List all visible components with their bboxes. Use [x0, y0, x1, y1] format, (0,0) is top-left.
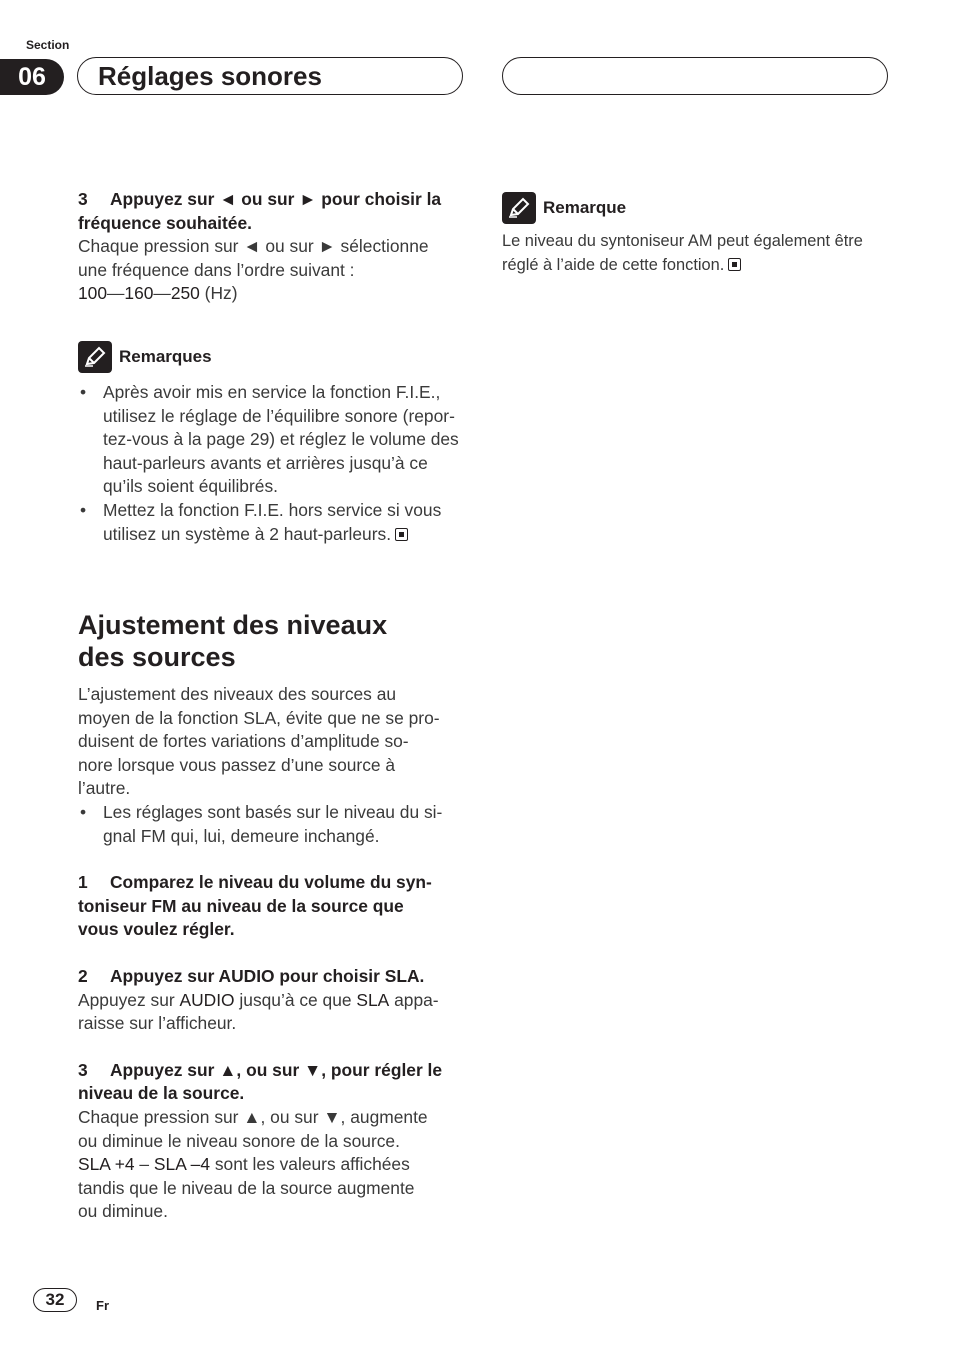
end-mark-icon [395, 528, 408, 541]
step-3-title: 3 Appuyez sur ▲, ou sur ▼, pour régler le niveau de la source. [78, 1059, 443, 1104]
empty-header-box [502, 57, 888, 95]
note-title: Remarque [543, 198, 627, 218]
step-3-frequency-body: Chaque pression sur ◄ ou sur ► sélectionne une fréquence dans l’ordre suivant : 100—160—250 (Hz) [78, 236, 429, 304]
chapter-title-box [77, 57, 463, 95]
step-1-title: 1 Comparez le niveau du volume du syn- toniseur FM au niveau de la source que vous voulez régler. [78, 872, 432, 940]
notes-list [78, 381, 464, 546]
note-header [502, 192, 888, 224]
chapter-title: Réglages sonores [98, 61, 322, 91]
note-body: Le niveau du syntoniseur AM peut également être réglé à l’aide de cette fonction. [502, 232, 863, 274]
notes-header [78, 341, 464, 373]
left-column-section [78, 609, 464, 1224]
left-column-top [78, 188, 464, 546]
list-item: • Les réglages sont basés sur le niveau du si- gnal FM qui, lui, demeure inchangé. [78, 801, 464, 848]
list-item: • Mettez la fonction F.I.E. hors service si vous utilisez un système à 2 haut-parleurs. [78, 499, 464, 546]
language-code: Fr [96, 1298, 109, 1313]
step-2-body: Appuyez sur AUDIO jusqu’à ce que SLA appa- raisse sur l’afficheur. [78, 989, 439, 1034]
intro-bullets [78, 801, 464, 848]
end-mark-icon [728, 258, 741, 271]
page-number: 32 [33, 1288, 77, 1312]
section-label: Section [26, 38, 70, 52]
step-3-body: Chaque pression sur ▲, ou sur ▼, augmente ou diminue le niveau sonore de la source. SLA +4 – SLA –4 sont les valeurs affichées tandis que le niveau de la source augmente ou diminue. [78, 1106, 428, 1222]
notes-title: Remarques [119, 347, 212, 367]
pencil-icon [502, 192, 536, 224]
section-intro: L’ajustement des niveaux des sources au moyen de la fonction SLA, évite que ne se pro- duisent de fortes variations d’amplitude so- nore lorsque vous passez d’une source à l’autre. [78, 684, 440, 799]
step-3-frequency-title: 3 Appuyez sur ◄ ou sur ► pour choisir la fréquence souhaitée. [78, 189, 442, 233]
section-number-tab: 06 [0, 59, 64, 95]
step-2-title: 2 Appuyez sur AUDIO pour choisir SLA. [78, 965, 425, 986]
section-heading: Ajustement des niveaux des sources [78, 610, 388, 672]
right-column [502, 192, 888, 277]
list-item: • Après avoir mis en service la fonction F.I.E., utilisez le réglage de l’équilibre sonore (repor- tez-vous à la page 29) et réglez le volume des haut-parleurs avants et arrières jusqu’à ce qu’ils soient équilibrés. [78, 381, 464, 499]
pencil-icon [78, 341, 112, 373]
